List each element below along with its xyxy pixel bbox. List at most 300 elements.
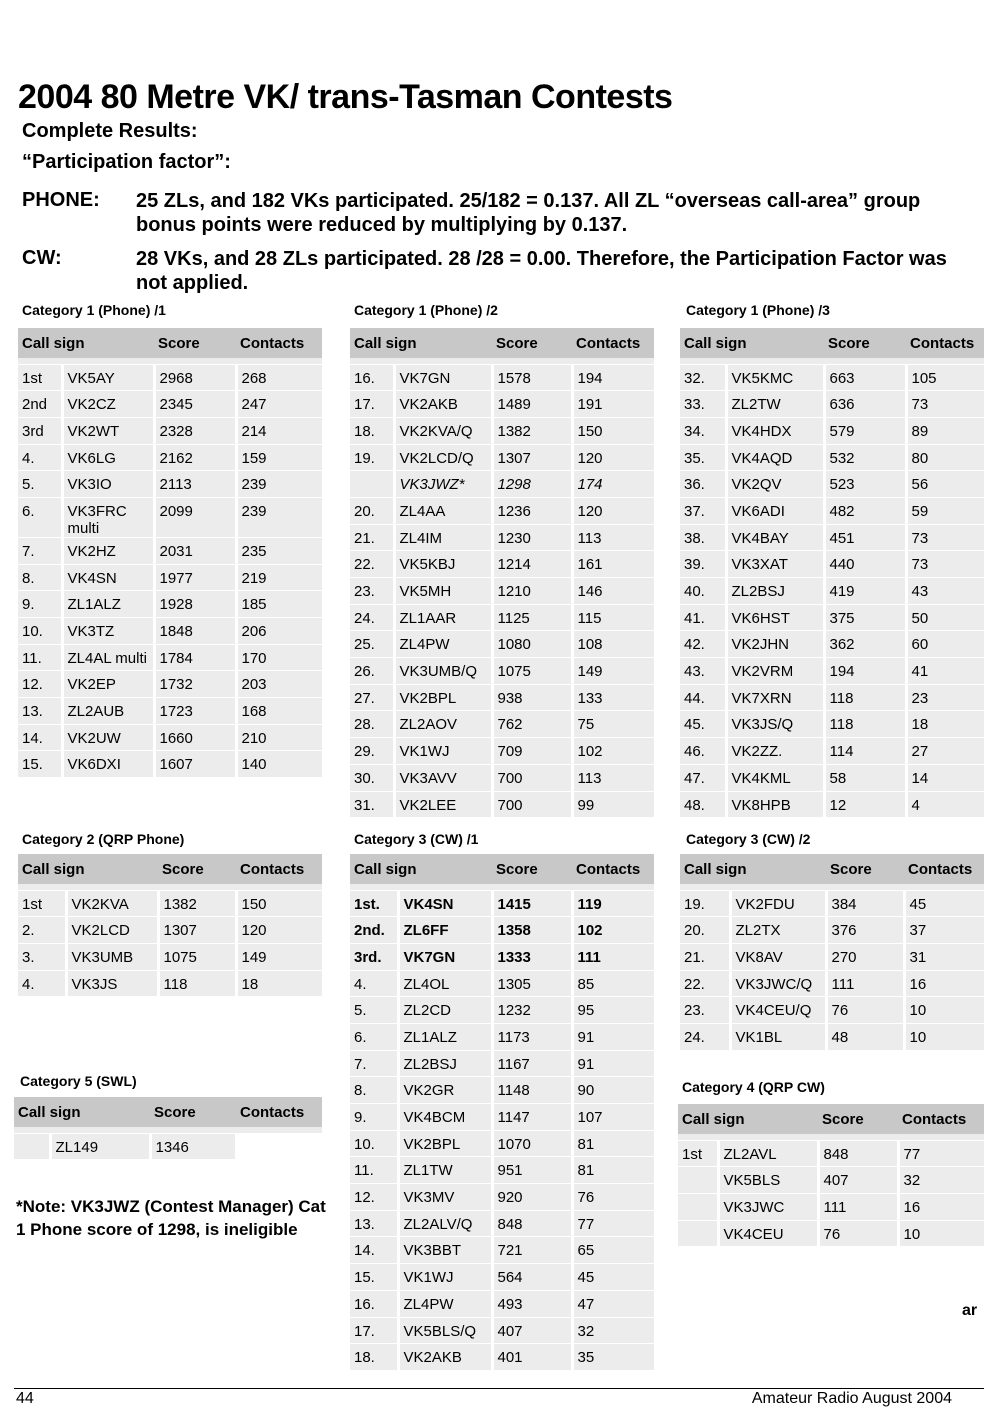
rank-cell: 5.	[18, 471, 62, 498]
rank-cell: 44.	[680, 684, 726, 711]
rank-cell: 18.	[350, 1344, 398, 1371]
score-cell: 2113	[154, 471, 236, 498]
table-row	[350, 391, 654, 418]
call-sign-cell: VK2JHN	[726, 631, 824, 658]
rank-cell: 31.	[350, 791, 394, 818]
phone-text: 25 ZLs, and 182 VKs participated. 25/182 = 0.137. All ZL “overseas call-area” group bonus points were reduced by multiplying by 0.137.	[136, 190, 921, 236]
score-cell: 848	[818, 1140, 898, 1167]
score-cell: 700	[492, 791, 572, 818]
contacts-cell: 99	[572, 791, 654, 818]
call-sign-cell: VK1WJ	[398, 1264, 492, 1291]
contacts-cell: 59	[906, 497, 984, 524]
cat3-cw-2-table	[680, 854, 984, 1051]
contacts-cell: 102	[572, 738, 654, 765]
table-row	[678, 1193, 984, 1220]
contacts-cell: 119	[572, 890, 654, 917]
score-cell: 362	[824, 631, 906, 658]
header-row	[680, 328, 984, 358]
footnote-vk3jwz: *Note: VK3JWZ (Contest Manager) Cat 1 Phone score of 1298, is ineligible	[16, 1197, 326, 1239]
call-sign-cell: VK5MH	[394, 578, 492, 605]
contacts-cell: 150	[236, 890, 322, 917]
contacts-cell: 41	[906, 658, 984, 685]
call-sign-cell: ZL2TX	[730, 917, 826, 944]
cat2-qrp-phone-table	[18, 854, 322, 997]
score-cell: 1070	[492, 1130, 572, 1157]
score-cell: 1382	[158, 890, 236, 917]
table-row	[350, 1130, 654, 1157]
cat1-phone-3-title: Category 1 (Phone) /3	[686, 302, 830, 318]
phone-label: PHONE:	[22, 189, 100, 211]
call-sign-cell: ZL2BSJ	[726, 578, 824, 605]
header-row	[678, 1104, 984, 1134]
table-row	[678, 1140, 984, 1167]
table-row	[18, 364, 322, 391]
score-cell: 1928	[154, 591, 236, 618]
table-row	[350, 417, 654, 444]
score-cell: 1147	[492, 1104, 572, 1131]
header-row	[680, 854, 984, 884]
header-score: Score	[492, 854, 572, 884]
call-sign-cell: VK2LCD/Q	[394, 444, 492, 471]
call-sign-cell: ZL4OL	[398, 970, 492, 997]
table-row	[350, 471, 654, 498]
score-cell: 1578	[492, 364, 572, 391]
table-row	[680, 391, 984, 418]
score-cell: 1075	[492, 658, 572, 685]
contacts-cell: 60	[906, 631, 984, 658]
table-row	[680, 417, 984, 444]
table-row	[350, 604, 654, 631]
contacts-cell: 102	[572, 917, 654, 944]
contacts-cell: 107	[572, 1104, 654, 1131]
rank-cell	[678, 1220, 718, 1247]
table-row	[350, 711, 654, 738]
rank-cell: 19.	[680, 890, 730, 917]
table-row	[18, 890, 322, 917]
score-cell: 1305	[492, 970, 572, 997]
contacts-cell: 105	[906, 364, 984, 391]
rank-cell: 24.	[350, 604, 394, 631]
table-row	[350, 1290, 654, 1317]
table-row	[680, 711, 984, 738]
table-row	[350, 497, 654, 524]
call-sign-cell: ZL1AAR	[394, 604, 492, 631]
rank-cell: 13.	[350, 1210, 398, 1237]
contacts-cell: 45	[572, 1264, 654, 1291]
score-cell: 1723	[154, 698, 236, 725]
publication-name: Amateur Radio August 2004	[751, 1390, 952, 1407]
table-row	[350, 997, 654, 1024]
contacts-cell: 45	[904, 890, 984, 917]
score-cell: 111	[818, 1193, 898, 1220]
score-cell: 1125	[492, 604, 572, 631]
contacts-cell: 90	[572, 1077, 654, 1104]
rank-cell: 7.	[18, 537, 62, 564]
table-row	[350, 738, 654, 765]
subtitle-complete-results: Complete Results:	[22, 120, 198, 142]
table-row	[680, 604, 984, 631]
rank-cell: 35.	[680, 444, 726, 471]
table-row	[18, 724, 322, 751]
rank-cell: 14.	[18, 724, 62, 751]
rank-cell: 2nd	[18, 391, 62, 418]
rank-cell: 15.	[350, 1264, 398, 1291]
table-row	[680, 738, 984, 765]
score-cell: 2345	[154, 391, 236, 418]
call-sign-cell: VK3JWC	[718, 1193, 818, 1220]
rank-cell: 38.	[680, 524, 726, 551]
score-cell: 58	[824, 764, 906, 791]
contacts-cell: 91	[572, 1023, 654, 1050]
call-sign-cell: VK6HST	[726, 604, 824, 631]
table-row	[18, 618, 322, 645]
call-sign-cell: ZL2ALV/Q	[398, 1210, 492, 1237]
call-sign-cell: VK2LCD	[66, 917, 158, 944]
table-row	[680, 631, 984, 658]
contacts-cell: 168	[236, 698, 322, 725]
rank-cell: 24.	[680, 1023, 730, 1050]
rank-cell: 13.	[18, 698, 62, 725]
table-row	[350, 444, 654, 471]
table-row	[350, 943, 654, 970]
call-sign-cell: ZL2AOV	[394, 711, 492, 738]
rank-cell: 3rd	[18, 417, 62, 444]
contacts-cell: 170	[236, 644, 322, 671]
call-sign-cell: VK4CEU	[718, 1220, 818, 1247]
table-row	[18, 917, 322, 944]
contacts-cell: 191	[572, 391, 654, 418]
contacts-cell: 4	[906, 791, 984, 818]
table-row	[350, 1344, 654, 1371]
header-row	[350, 328, 654, 358]
call-sign-cell: VK6DXI	[62, 751, 154, 778]
rank-cell: 8.	[350, 1077, 398, 1104]
contacts-cell: 133	[572, 684, 654, 711]
cw-label: CW:	[22, 247, 62, 269]
table-row	[350, 658, 654, 685]
call-sign-cell: VK7XRN	[726, 684, 824, 711]
contacts-cell: 219	[236, 564, 322, 591]
score-cell: 118	[824, 684, 906, 711]
cat3-cw-1-title: Category 3 (CW) /1	[354, 831, 479, 847]
contacts-cell: 113	[572, 764, 654, 791]
cat1-phone-3-table	[680, 328, 984, 818]
call-sign-cell: ZL2AUB	[62, 698, 154, 725]
score-cell: 920	[492, 1184, 572, 1211]
contacts-cell: 95	[572, 997, 654, 1024]
rank-cell: 1st	[18, 890, 66, 917]
table-row	[350, 631, 654, 658]
call-sign-cell: ZL2CD	[398, 997, 492, 1024]
contacts-cell: 239	[236, 497, 322, 537]
header-contacts: Contacts	[904, 854, 984, 884]
table-row	[680, 890, 984, 917]
table-row	[350, 1317, 654, 1344]
header-score: Score	[492, 328, 572, 358]
contacts-cell: 10	[898, 1220, 984, 1247]
header-row	[350, 854, 654, 884]
call-sign-cell: VK3FRC multi	[62, 497, 154, 537]
call-sign-cell: VK2CZ	[62, 391, 154, 418]
table-row	[350, 524, 654, 551]
rank-cell: 23.	[680, 997, 730, 1024]
cat5-swl-table	[14, 1097, 322, 1160]
call-sign-cell: VK7GN	[398, 943, 492, 970]
rank-cell: 27.	[350, 684, 394, 711]
score-cell: 1167	[492, 1050, 572, 1077]
rank-cell: 21.	[680, 943, 730, 970]
rank-cell: 12.	[350, 1184, 398, 1211]
rank-cell: 20.	[350, 497, 394, 524]
contacts-cell: 23	[906, 684, 984, 711]
contacts-cell: 56	[906, 471, 984, 498]
call-sign-cell: VK6ADI	[726, 497, 824, 524]
contacts-cell: 108	[572, 631, 654, 658]
contacts-cell: 185	[236, 591, 322, 618]
table-row	[678, 1167, 984, 1194]
contacts-cell: 111	[572, 943, 654, 970]
table-row	[18, 564, 322, 591]
rank-cell: 16.	[350, 364, 394, 391]
call-sign-cell: ZL1TW	[398, 1157, 492, 1184]
call-sign-cell: ZL2BSJ	[398, 1050, 492, 1077]
call-sign-cell: VK4SN	[398, 890, 492, 917]
table-row	[680, 524, 984, 551]
contacts-cell: 73	[906, 391, 984, 418]
table-row	[350, 1210, 654, 1237]
contacts-cell: 77	[898, 1140, 984, 1167]
rank-cell: 5.	[350, 997, 398, 1024]
call-sign-cell: VK6LG	[62, 444, 154, 471]
table-row	[18, 537, 322, 564]
rank-cell: 9.	[350, 1104, 398, 1131]
call-sign-cell: VK2AKB	[394, 391, 492, 418]
score-cell: 1236	[492, 497, 572, 524]
call-sign-cell: VK5BLS	[718, 1167, 818, 1194]
call-sign-cell: VK2HZ	[62, 537, 154, 564]
table-row	[350, 1077, 654, 1104]
score-cell: 938	[492, 684, 572, 711]
header-score: Score	[824, 328, 906, 358]
call-sign-cell: VK4CEU/Q	[730, 997, 826, 1024]
table-row	[680, 364, 984, 391]
contacts-cell: 16	[898, 1193, 984, 1220]
rank-cell: 23.	[350, 578, 394, 605]
rank-cell: 22.	[350, 551, 394, 578]
rank-cell: 39.	[680, 551, 726, 578]
header-row	[18, 854, 322, 884]
score-cell: 1489	[492, 391, 572, 418]
table-row	[18, 943, 322, 970]
rank-cell: 47.	[680, 764, 726, 791]
rank-cell: 11.	[350, 1157, 398, 1184]
rank-cell	[678, 1193, 718, 1220]
call-sign-cell: ZL4PW	[394, 631, 492, 658]
score-cell: 493	[492, 1290, 572, 1317]
contacts-cell: 89	[906, 417, 984, 444]
rank-cell: 10.	[350, 1130, 398, 1157]
score-cell: 1298	[492, 471, 572, 498]
table-row	[18, 751, 322, 778]
table-row	[18, 698, 322, 725]
call-sign-cell: ZL6FF	[398, 917, 492, 944]
rank-cell: 3rd.	[350, 943, 398, 970]
table-row	[680, 471, 984, 498]
contacts-cell: 235	[236, 537, 322, 564]
header-score: Score	[826, 854, 904, 884]
score-cell: 1232	[492, 997, 572, 1024]
score-cell: 194	[824, 658, 906, 685]
table-row	[350, 917, 654, 944]
contacts-cell: 120	[572, 497, 654, 524]
table-row	[18, 417, 322, 444]
call-sign-cell: VK5AY	[62, 364, 154, 391]
score-cell: 523	[824, 471, 906, 498]
call-sign-cell: VK1BL	[730, 1023, 826, 1050]
score-cell: 12	[824, 791, 906, 818]
table-row	[14, 1133, 322, 1160]
score-cell: 1148	[492, 1077, 572, 1104]
contacts-cell: 85	[572, 970, 654, 997]
score-cell: 440	[824, 551, 906, 578]
score-cell: 419	[824, 578, 906, 605]
table-row	[350, 684, 654, 711]
call-sign-cell: VK3JWZ*	[394, 471, 492, 498]
contacts-cell: 120	[236, 917, 322, 944]
table-row	[680, 997, 984, 1024]
header-contacts: Contacts	[236, 854, 322, 884]
call-sign-cell: VK3TZ	[62, 618, 154, 645]
score-cell: 114	[824, 738, 906, 765]
call-sign-cell: VK2KVA	[66, 890, 158, 917]
rank-cell: 40.	[680, 578, 726, 605]
rank-cell: 8.	[18, 564, 62, 591]
rank-cell: 19.	[350, 444, 394, 471]
contacts-cell: 80	[906, 444, 984, 471]
table-row	[18, 970, 322, 997]
call-sign-cell: VK2EP	[62, 671, 154, 698]
rank-cell: 4.	[350, 970, 398, 997]
call-sign-cell: ZL2TW	[726, 391, 824, 418]
rank-cell	[14, 1133, 50, 1160]
contacts-cell: 31	[904, 943, 984, 970]
table-row	[350, 578, 654, 605]
score-cell: 1230	[492, 524, 572, 551]
header-score: Score	[154, 328, 236, 358]
contacts-cell: 16	[904, 970, 984, 997]
table-row	[18, 391, 322, 418]
contacts-cell: 14	[906, 764, 984, 791]
score-cell: 1977	[154, 564, 236, 591]
score-cell: 1784	[154, 644, 236, 671]
call-sign-cell: VK3MV	[398, 1184, 492, 1211]
table-row	[350, 1050, 654, 1077]
contacts-cell: 150	[572, 417, 654, 444]
table-row	[18, 444, 322, 471]
contacts-cell: 174	[572, 471, 654, 498]
contacts-cell: 161	[572, 551, 654, 578]
rank-cell: 18.	[350, 417, 394, 444]
score-cell: 564	[492, 1264, 572, 1291]
score-cell: 1333	[492, 943, 572, 970]
rank-cell: 17.	[350, 1317, 398, 1344]
call-sign-cell: ZL4IM	[394, 524, 492, 551]
score-cell: 2099	[154, 497, 236, 537]
contacts-cell: 73	[906, 524, 984, 551]
table-row	[350, 764, 654, 791]
score-cell: 482	[824, 497, 906, 524]
contacts-cell: 203	[236, 671, 322, 698]
header-contacts: Contacts	[572, 854, 654, 884]
rank-cell: 1st.	[350, 890, 398, 917]
rank-cell: 16.	[350, 1290, 398, 1317]
call-sign-cell: ZL4AL multi	[62, 644, 154, 671]
score-cell: 1346	[150, 1133, 236, 1160]
table-row	[680, 444, 984, 471]
rank-cell: 21.	[350, 524, 394, 551]
call-sign-cell: VK2AKB	[398, 1344, 492, 1371]
call-sign-cell: VK4KML	[726, 764, 824, 791]
call-sign-cell: VK2LEE	[394, 791, 492, 818]
table-row	[680, 917, 984, 944]
table-row	[680, 684, 984, 711]
call-sign-cell: VK2FDU	[730, 890, 826, 917]
header-contacts: Contacts	[906, 328, 984, 358]
table-row	[350, 1184, 654, 1211]
table-row	[680, 1023, 984, 1050]
contacts-cell: 50	[906, 604, 984, 631]
call-sign-cell: VK3JS/Q	[726, 711, 824, 738]
call-sign-cell: VK3JS	[66, 970, 158, 997]
call-sign-cell: VK5KBJ	[394, 551, 492, 578]
call-sign-cell: VK5BLS/Q	[398, 1317, 492, 1344]
call-sign-cell: VK4HDX	[726, 417, 824, 444]
rank-cell: 1st	[18, 364, 62, 391]
table-row	[678, 1220, 984, 1247]
call-sign-cell: VK2VRM	[726, 658, 824, 685]
call-sign-cell: VK8HPB	[726, 791, 824, 818]
call-sign-cell: VK5KMC	[726, 364, 824, 391]
table-row	[350, 791, 654, 818]
rank-cell: 26.	[350, 658, 394, 685]
call-sign-cell: VK4BAY	[726, 524, 824, 551]
rank-cell: 6.	[18, 497, 62, 537]
call-sign-cell: VK4SN	[62, 564, 154, 591]
contacts-cell: 10	[904, 1023, 984, 1050]
call-sign-cell: ZL4PW	[398, 1290, 492, 1317]
rank-cell: 4.	[18, 970, 66, 997]
header-contacts: Contacts	[572, 328, 654, 358]
call-sign-cell: VK4BCM	[398, 1104, 492, 1131]
rank-cell: 42.	[680, 631, 726, 658]
rank-cell: 4.	[18, 444, 62, 471]
cat5-swl-title: Category 5 (SWL)	[20, 1073, 137, 1089]
contacts-cell: 18	[906, 711, 984, 738]
score-cell: 1660	[154, 724, 236, 751]
rank-cell: 34.	[680, 417, 726, 444]
rank-cell: 43.	[680, 658, 726, 685]
call-sign-cell: VK3BBT	[398, 1237, 492, 1264]
score-cell: 1607	[154, 751, 236, 778]
score-cell: 1075	[158, 943, 236, 970]
rank-cell: 29.	[350, 738, 394, 765]
cat1-phone-2-title: Category 1 (Phone) /2	[354, 302, 498, 318]
rank-cell: 41.	[680, 604, 726, 631]
score-cell: 700	[492, 764, 572, 791]
rank-cell: 45.	[680, 711, 726, 738]
score-cell: 1358	[492, 917, 572, 944]
contacts-cell: 43	[906, 578, 984, 605]
